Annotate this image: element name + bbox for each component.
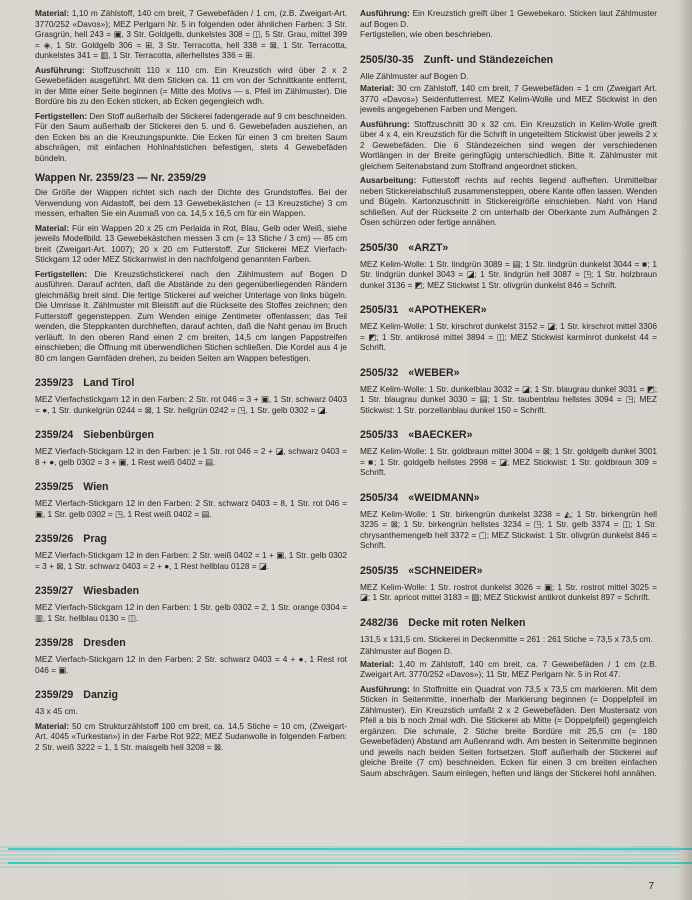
page-number: 7: [648, 881, 654, 892]
item-heading-weidmann: 2505/34 «WEIDMANN»: [360, 491, 480, 504]
wappen-heading: Wappen Nr. 2359/23 — Nr. 2359/29: [35, 172, 206, 184]
item-text: MEZ Kelim-Wolle: 1 Str. dunkelblau 3032 = ◪; 1 Str. blaugrau dunkel 3031 = ◩; 1 Str. blaugrau dunkel 3030 = ▤; 1 Str. taubenblau hellstes 3094 = ◳; MEZ Stickwist: 1 Str. porzellanblau dunkel 150 = Schrift.: [360, 383, 657, 415]
decke-material: Material: 1,40 m Zählstoff, 140 cm breit, ca. 7 Gewebefäden / 1 cm (z.B. Zweigart Art. 3770/252 «Davos»); 11 Str. MEZ Perlgarn Nr. 5 in Rot 47.: [360, 658, 657, 679]
item-heading-baecker: 2505/33 «BAECKER»: [360, 429, 473, 441]
item-heading-2359-29: 2359/29 Danzig: [35, 689, 119, 701]
decke-size: 131,5 x 131,5 cm. Stickerei in Deckenmitte = 261 : 261 Stiche = 73,5 x 73,5 cm.: [360, 633, 653, 644]
item-text: MEZ Kelim-Wolle: 1 Str. rostrot dunkelst 3026 = ▣; 1 Str. rostrot mittel 3025 = ◪; 1 Str. apricot mittel 3183 = ▧; MEZ Stickwist antikrot dunkelst 897 = Schrift.: [360, 581, 657, 602]
item-text: MEZ Vierfach-Stickgarn 12 in den Farben: 2 Str. schwarz 0403 = 4 + ●, 1 Rest rot 046 = ▣.: [35, 654, 347, 675]
item-text: MEZ Vierfachstickgarn 12 in den Farben: 2 Str. rot 046 = 3 + ▣, 1 Str. schwarz 0403 = ●, 1 Str. dunkelgrün 0244 = ⊠, 1 Str. hellgrün 0242 = ◳, 1 Str. gelb 0302 = ◪.: [35, 394, 347, 415]
item-text: MEZ Vierfach-Stickgarn 12 in den Farben: 2 Str. schwarz 0403 = 8, 1 Str. rot 046 = ▣, 1 Str. gelb 0302 = ◳, 1 Rest weiß 0402 = ▤.: [35, 498, 347, 519]
ausfuehrung-paragraph: Ausführung: Stoffzuschnitt 110 x 110 cm. Ein Kreuzstich wird über 2 x 2 Gewebefäden ausgeführt. Mit dem Sticken ca. 11 cm von der Schnittkante entfernt, in der Mitte einer Seite beginnen (= Mitte des Motivs — s. Pfeil im Zählmuster). Die Bordüre bis zu den Ecken sticken, ab Ecken gegengleich wdh.: [35, 64, 347, 106]
decke-pattern-note: Zählmuster auf Bogen D.: [360, 646, 453, 656]
zunft-ausfuehrung: Ausführung: Stoffzuschnitt 30 x 32 cm. Ein Kreuzstich in Kelim-Wolle greift über 4 x 4, ein Kreuzstich für die Schrift in ungeteiltem Stickwist über jeweils 2 x 2 Gewebefäden. Die 6 Ständezeichen sind wegen der verschiedenen Wortlängen in der Breite geringfügig unterschiedlich. Bitte lt. Zählmuster mit gleichem Seitenabstand zum Stoffrand angeordnet sticken.: [360, 118, 657, 171]
zunft-sub: Alle Zählmuster auf Bogen D.: [360, 70, 469, 81]
wappen-fertigstellen: Fertigstellen: Die Kreuzstichstickerei nach den Zählmustern auf Bogen D ausführen. Darauf achten, daß die Abstände zu den gegenüberliegenden Rändern gleichmäßig breit sind. Die fertige Stickerei auf weicher Unterlage von links bügeln. Die Umrisse lt. Zählmuster mit Bleistift auf die Rückseite des Stoffes zeichnen; den Futterstoff gegensteppen. Zum Wenden einige Zentimeter offenlassen; das Teil wenden, die Steppkanten durchheften, darauf achten, daß die Naht genau im Bruch verläuft. In den oberen Rand einen 2 cm breiten, 14,5 cm langen Pappstreifen einschieben; die Öffnung mit überwendlichen Stichen schließen. Die Kordel aus 4 je 80 cm langen Garnfäden drehen, zu beiden Seiten am Wappen befestigen.: [35, 268, 347, 363]
left-column: [35, 8, 347, 756]
item-size: 43 x 45 cm.: [35, 706, 78, 716]
page-edge-shadow: [678, 0, 692, 900]
scan-highlight-line: [8, 848, 692, 850]
item-heading-weber: 2505/32 «WEBER»: [360, 366, 460, 379]
item-text: MEZ Vierfach-Stickgarn 12 in den Farben: je 1 Str. rot 046 = 2 + ◪, schwarz 0403 = 8 + ●, gelb 0302 = 3 + ▣, 1 Rest weiß 0402 = ▤.: [35, 446, 347, 467]
item-heading-apotheker: 2505/31 «APOTHEKER»: [360, 304, 487, 316]
item-text: MEZ Kelim-Wolle: 1 Str. goldbraun mittel 3004 = ⊠; 1 Str. goldgelb dunkel 3001 = ■; 1 Str. goldgelb hellstes 2998 = ◪; MEZ Stickwist: 1 Str. goldbraun 309 = Schrift.: [360, 446, 657, 477]
item-heading-2359-26: 2359/26 Prag: [35, 533, 107, 545]
decke-heading: 2482/36 Decke mit roten Nelken: [360, 616, 526, 629]
item-text: MEZ Kelim-Wolle: 1 Str. birkengrün dunkelst 3238 = ◭; 1 Str. birkengrün hell 3235 = ⊠; 1 Str. birkengrün hellstes 3234 = ◳; 1 Str. gelb 3374 = ◫; 1 Str. chrysanthemengelb hell 3372 = ▢; MEZ Stickwist: 1 Str. olivgrün dunkelst 846 = Schrift.: [360, 508, 657, 550]
item-heading-2359-24: 2359/24 Siebenbürgen: [35, 429, 154, 441]
item-heading-2359-28: 2359/28 Dresden: [35, 637, 126, 649]
item-heading-schneider: 2505/35 «SCHNEIDER»: [360, 564, 483, 577]
zunft-ausarbeitung: Ausarbeitung: Futterstoff rechts auf rechts liegend aufheften. Unmittelbar neben Stickereiabschluß zusammensteppen, obere Kante offen lassen. Wenden und Bügeln. Kartonzuschnitt in Stickereigröße einschieben. Naht von Hand schließen. Auf der Rückseite 2 cm unterhalb der Oberkante zum Aufhängen 2 Ösen schürzen oder fertige annähen.: [360, 175, 657, 227]
zunft-heading: 2505/30-35 Zunft- und Ständezeichen: [360, 53, 554, 66]
decke-ausfuehrung: Ausführung: In Stoffmitte ein Quadrat von 73,5 x 73,5 cm markieren. Mit dem Sticken in Seitenmitte, innerhalb der Markierung beginnen (= Doppelpfeil im Zählmuster). Ein Kreuzstich umfaßt 2 x 2 Gewebefäden. Den Mustersatz von Pfeil a bis b noch 2mal wdh. Die Stickerei ab Mitte (= Doppelpfeil) gegengleich ergänzen. Die schmale, 2 Stiche breite Bordüre mit 25,5 cm (= 180 Gewebefäden) Abstand am Außenrand wdh. Am besten in Seitenmitte beginnen und jeweils nach beiden Seiten fortsetzen. Stoff außerhalb der Stickerei auf gleiche Breite (7 cm) beschneiden. Ecken für einen 3 cm breiten einfachen Saum abschrägen. Saum einlegen, heften und längs der Stickerei hohl annähen.: [360, 683, 657, 778]
zunft-material: Material: 30 cm Zählstoff, 140 cm breit, 7 Gewebefäden = 1 cm (Zweigart Art. 3770 «Davos») Seidenfutterrest. MEZ Kelim-Wolle und MEZ Stickwist in den jeweils angegebenen Farben und Mengen.: [360, 83, 657, 114]
item-text: MEZ Kelim-Wolle: 1 Str. kirschrot dunkelst 3152 = ◪; 1 Str. kirschrot mittel 3306 = ◩; 1 Str. antikrosé mittel 3894 = ◫; MEZ Stickwist karminrot dunkelst 44 = Schrift.: [360, 321, 657, 352]
wappen-intro: Die Größe der Wappen richtet sich nach der Dichte des Grundstoffes. Bei der Verwendung von Aidastoff, bei dem 13 Gewebekästchen (= 13 Kreuzstiche) 3 cm messen, erhalten Sie ein Ausmaß von ca. 14,5 x 16,5 cm für ein Wappen.: [35, 187, 347, 218]
item-text: MEZ Vierfach-Stickgarn 12 in den Farben: 1 Str. gelb 0302 = 2, 1 Str. orange 0304 = ▥, 1 Str. hellblau 0130 = ◫.: [35, 602, 347, 623]
scan-highlight-line: [8, 862, 692, 864]
item-heading-2359-27: 2359/27 Wiesbaden: [35, 585, 140, 597]
fertigstellen-paragraph: Fertigstellen: Den Stoff außerhalb der Stickerei fadengerade auf 9 cm beschneiden. Für den Saum außerhalb der Stickerei den 5. und 6. Gewebefaden ausziehen, an den Ecken bis an die Kreuzungspunkte. Die Ecken für einen 3 cm breiten Saum abschrägen, mit einfachen Hohlnahtstichen befestigen, stets 4 Gewebefäden bündeln.: [35, 110, 347, 163]
item-text: MEZ Vierfach-Stickgarn 12 in den Farben: 2 Str. weiß 0402 = 1 + ▣, 1 Str. gelb 0302 = 3 + ⊠, 1 Str. schwarz 0403 = 2 + ●, 1 Rest hellblau 0128 = ◪.: [35, 550, 347, 571]
item-heading-arzt: 2505/30 «ARZT»: [360, 241, 449, 254]
material-paragraph: Material: 1,10 m Zählstoff, 140 cm breit, 7 Gewebefäden / 1 cm, (z.B. Zweigart-Art. 3770/252 «Davos»); MEZ Perlgarn Nr. 5 in folgenden oder ähnlichen Farben: 3 Str. Grasgrün, hell 243 = ▣, 3 Str. Goldgelb, dunkelstes 308 = ◫, 5 Str. Grau, mittel 399 = ◈, 1 Str. Goldgelb 306 = ⊞, 3 Str. Terracotta, hell 338 = ⊠, 1 Str. Terracotta, dunkelstes 341 = ▥, 1 Str. Terracotta, allerhellstes 336 = ⊞.: [35, 8, 347, 60]
wappen-material: Material: Für ein Wappen 20 x 25 cm Perlaida in Rot, Blau, Gelb oder Weiß, siehe jeweils Modellbild. 13 Gewebekästchen messen 3 cm (= 13 Stiche / 3 cm) — 85 cm breit (Zweigart-Art. 1007); 20 x 20 cm Futterstoff. Zur Stickerei MEZ Vierfach-Stickgarn 12 oder MEZ Stickarnwist in den nachfolgend genannten Farben.: [35, 222, 347, 264]
item-text: MEZ Kelim-Wolle: 1 Str. lindgrün 3089 = ▤; 1 Str. lindgrün dunkelst 3044 = ■; 1 Str. lindgrün dunkel 3043 = ◪; 1 Str. lindgrün hell 3087 = ◳; 1 Str. holzbraun dunkel 3136 = ◩; MEZ Stickwist 1 Str. olivgrün dunkelst 846 = Schrift.: [360, 258, 657, 290]
item-material: Material: 50 cm Strukturzählstoff 100 cm breit, ca. 14,5 Stiche = 10 cm, (Zweigart-Art. 4045 «Turkestan») in der Farbe Rot 922; MEZ Sudanwolle in folgenden Farben: 2 Str. weiß 3222 = 1, 1 Str. maisgelb hell 3208 = ⊠.: [35, 720, 347, 752]
item-heading-2359-25: 2359/25 Wien: [35, 481, 109, 493]
item-heading-2359-23: 2359/23 Land Tirol: [35, 377, 135, 389]
right-column: [360, 8, 657, 782]
ausfuehrung-paragraph: Ausführung: Ein Kreuzstich greift über 1 Gewebekaro. Sticken laut Zählmuster auf Bogen D. Fertigstellen, wie oben beschrieben.: [360, 8, 657, 39]
